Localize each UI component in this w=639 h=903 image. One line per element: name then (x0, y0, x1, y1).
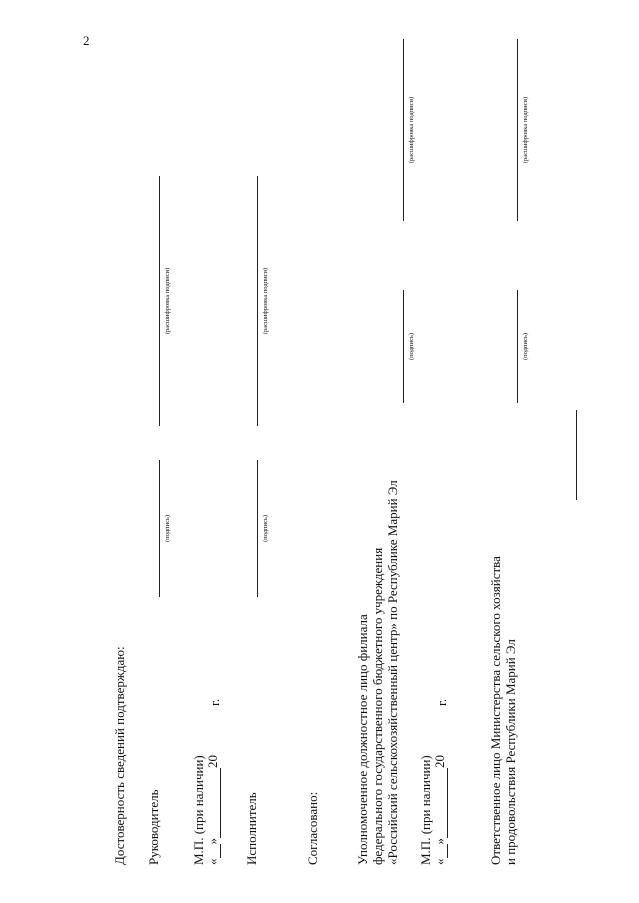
year-suffix-1: г. (207, 698, 222, 706)
executor-signature-caption: (подпись) (262, 515, 269, 542)
ministry-line-1: Ответственное лицо Министерства сельского хозяйства (488, 556, 503, 865)
separate-line (576, 410, 577, 500)
day-blank-2 (432, 845, 448, 859)
quote-open-2: « (432, 858, 447, 865)
confirmation-heading: Достоверность сведений подтверждаю: (112, 646, 127, 865)
month-blank-2 (432, 768, 448, 838)
year-suffix-2: г. (434, 698, 449, 706)
head-signature-line (159, 460, 160, 597)
head-decode-caption: (расшифровка подписи) (164, 267, 171, 335)
year-prefix-1: 20 (205, 755, 220, 768)
date-line-1 (205, 755, 221, 865)
agreed-heading: Согласовано: (305, 791, 320, 865)
authorized-line-1: Уполномоченное должностное лицо филиала (355, 614, 370, 865)
ministry-line-2: и продовольствия Республики Марий Эл (503, 639, 518, 865)
authorized-decode-caption: (расшифровка подписи) (408, 96, 415, 164)
page-number: 2 (83, 33, 90, 48)
head-signature-caption: (подпись) (164, 515, 171, 542)
quote-close-2: » (432, 838, 447, 845)
executor-label: Исполнитель (244, 792, 259, 865)
executor-decode-caption: (расшифровка подписи) (262, 267, 269, 335)
ministry-signature-line (517, 290, 518, 403)
stamp-place-2: М.П. (при наличии) (418, 755, 433, 865)
head-decode-line (159, 176, 160, 426)
authorized-signature-line (403, 290, 404, 403)
authorized-line-2: федерального государственного бюджетного учреждения (370, 547, 385, 865)
ministry-signature-caption: (подпись) (522, 333, 529, 360)
date-line-2 (432, 755, 448, 865)
ministry-decode-line (517, 39, 518, 221)
executor-signature-line (257, 460, 258, 597)
ministry-decode-caption: (расшифровка подписи) (522, 96, 529, 164)
stamp-place-1: М.П. (при наличии) (191, 755, 206, 865)
executor-decode-line (257, 176, 258, 426)
authorized-decode-line (403, 39, 404, 221)
authorized-line-3: «Российский сельскохозяйственный центр» по Республике Марий Эл (385, 480, 400, 865)
authorized-signature-caption: (подпись) (408, 333, 415, 360)
year-prefix-2: 20 (432, 755, 447, 768)
month-blank-1 (205, 768, 221, 838)
quote-close-1: » (205, 838, 220, 845)
quote-open-1: « (205, 858, 220, 865)
day-blank-1 (205, 845, 221, 859)
head-label: Руководитель (146, 789, 161, 865)
